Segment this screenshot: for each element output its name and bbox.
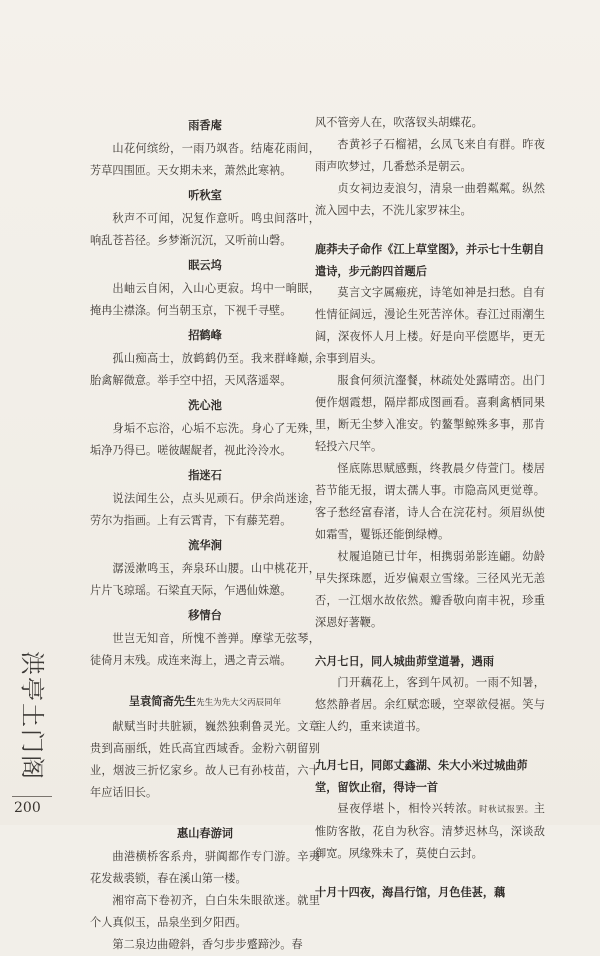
poem-title: 招鹤峰 — [188, 328, 222, 342]
poem-heading: 六月七日，同人城曲茆堂道暑，遇雨 — [315, 654, 495, 668]
poem-paragraph: 秋声不可闻，况复作意听。鸣虫间落叶，响乱苍苔径。乡梦渐沉沉，又听前山磬。 — [90, 212, 320, 247]
poem-title: 雨香庵 — [188, 118, 222, 132]
section-gap — [90, 672, 320, 688]
page-number-rule — [12, 796, 52, 797]
poem-paragraph: 怪底陈思赋感甄，终教晨夕侍萱门。楼居苔节能无报，谓太孺人事。市隐高风更觉尊。客子愁经富春渚，诗人合在浣花村。须眉纵使如霜雪，矍铄还能倒绿樽。 — [315, 462, 545, 541]
poem-paragraph: 贞女祠边麦浪匀，清泉一曲碧粼粼。纵然流入园中去，不洗儿家罗袜尘。 — [315, 182, 545, 217]
poem-paragraph: 风不管旁人在，吹落钗头胡蝶花。 — [315, 116, 483, 129]
logo-glyph: 洪 — [18, 651, 46, 675]
section-gap — [315, 865, 545, 881]
section-gap — [315, 222, 545, 238]
right-column — [315, 112, 545, 903]
left-column — [90, 112, 320, 956]
poem-paragraph: 身垢不忘浴，心垢不忘洗。身心了无殊，垢净乃得已。嗟彼龌龊者，视此泠泠水。 — [90, 422, 320, 457]
poem-paragraph: 莫言文字属瘢疣，诗笔如神是扫愁。自有性情征阔远，漫论生死苦淬休。春江过雨潮生阔，深夜怀人月上楼。好是向平偿愿毕，更无余事到眉头。 — [315, 286, 545, 365]
logo-glyph: 土 — [18, 703, 46, 727]
title-note: 先生为先大父丙辰同年 — [196, 698, 282, 708]
poem-paragraph: 曲港横桥客系舟，骈阗都作专门游。辛夷花发裁裘锁，春在溪山第一楼。 — [90, 850, 320, 885]
poem-paragraph: 杖履追随已廿年，相携弱弟影连翩。幼龄早失探珠愿，近岁偏艰立雪缘。三径风光无恙否，一江烟水故依然。瓣香敬向南丰祝，珍重深恩好著鞭。 — [315, 550, 545, 629]
poem-heading: 鹿莽夫子命作《江上草堂图》，并示七十生朝自遣诗，步元韵四首题后 — [315, 242, 545, 278]
poem-paragraph: 潺湲漱鸣玉，奔泉环山腰。山中桃花开，片片飞琼瑶。石梁直天际，乍遇仙姝邀。 — [90, 562, 320, 597]
section-gap — [315, 738, 545, 754]
poem-paragraph: 孤山痴高士，放鹤鹤仍至。我来群峰巅，胎禽解微意。举手空中招，天风落遥翠。 — [90, 352, 320, 387]
poem-paragraph: 门开藕花上，客到午风初。一雨不知暑，悠然静者居。余红赋恋暖，空翠欲侵裾。笑与主人约，重来读道书。 — [315, 676, 545, 733]
poem-title: 流华涧 — [188, 538, 222, 552]
poem-paragraph — [315, 798, 545, 865]
logo-glyph: 亭 — [18, 677, 46, 701]
vertical-logo — [10, 650, 54, 779]
poem-heading: 九月七日，同郎丈鑫湖、朱大小米过城曲茆堂，留饮止宿，得诗一首 — [315, 758, 528, 794]
poem-text: 昼夜俘堪卜，相怜兴转浓。 — [337, 802, 480, 815]
logo-glyph: 门 — [18, 729, 46, 753]
poem-paragraph: 世岂无知音，所愧不善弹。摩挲无弦琴，徒倚月末残。成连来海上，遇之青云端。 — [90, 632, 320, 667]
poem-paragraph: 湘帘高下卷初齐，白白朱朱眼欲迷。就里个人真似玉，品泉坐到夕阳西。 — [90, 894, 320, 929]
poem-paragraph: 山花何缤纷，一雨乃飒沓。结庵花雨间，芳草四围匝。天女期未来，萧然此寒衲。 — [90, 142, 320, 177]
logo-glyph: 阁 — [18, 755, 46, 779]
poem-heading: 十月十四夜，海昌行馆，月色佳甚，藕 — [315, 885, 506, 899]
poem-title: 眠云坞 — [188, 258, 222, 272]
inline-note: 时秋试报罢。 — [479, 805, 534, 815]
poem-paragraph: 出岫云自闲，入山心更寂。坞中一晌眠，掩冉尘襟涤。何当朝玉京，下视千寻壁。 — [90, 282, 320, 317]
poem-title — [90, 688, 320, 716]
poem-title-text: 呈袁简斋先生 — [128, 694, 197, 708]
poem-title: 听秋室 — [188, 188, 222, 202]
poem-paragraph: 说法闻生公，点头见顽石。伊余尚迷途，劳尔为指画。上有云霄青，下有藤芜碧。 — [90, 492, 320, 527]
poem-paragraph: 服食何须沆瀣餐，林疏处处露晴峦。出门便作烟霞想，隔岸都成图画看。喜剩禽栖同果里，断无尘梦入准安。钓鳌掣鲸殊多事，那肯轻投六尺竿。 — [315, 374, 545, 453]
poem-paragraph: 第二泉边曲磴斜，香匀步步蹙蹄沙。春 — [112, 938, 303, 951]
poem-paragraph: 杏黄衫子石榴裙，幺凤飞来自有群。昨夜雨声吹梦过，几番愁杀是朝云。 — [315, 138, 545, 173]
section-gap — [90, 804, 320, 820]
poem-title: 移情台 — [188, 608, 222, 622]
page-number: 200 — [14, 800, 41, 816]
poem-title: 指迷石 — [188, 468, 222, 482]
poem-paragraph: 献赋当时共脏颍，巍然独剩鲁灵光。文章贵到高丽纸，姓氏高宜西域香。金粉六朝留别业，烟波三折忆家乡。故人已有孙枝苗，六十年应话旧长。 — [90, 720, 320, 799]
poem-title: 惠山春游词 — [177, 826, 233, 840]
poem-text: 主惟防客散，花自为秋容。清梦迟林鸟，深谈敌御宽。夙缘殊未了，莫使白云封。 — [315, 802, 545, 860]
section-gap — [315, 634, 545, 650]
poem-title: 洗心池 — [188, 398, 222, 412]
